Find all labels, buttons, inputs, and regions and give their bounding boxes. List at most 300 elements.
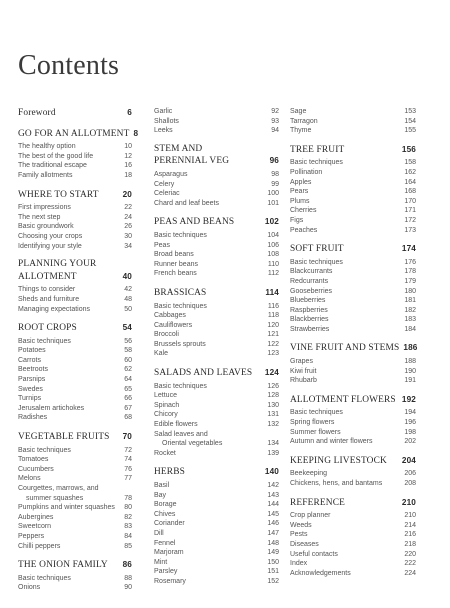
toc-entry[interactable] — [290, 306, 416, 316]
toc-entry-page: 72 — [124, 446, 132, 454]
toc-entry-label: Basic techniques — [290, 159, 343, 167]
toc-entry[interactable] — [18, 583, 132, 593]
toc-entry[interactable] — [154, 269, 279, 279]
toc-entry[interactable] — [154, 349, 279, 359]
toc-section — [154, 144, 279, 209]
toc-entry-label: Marjoram — [154, 549, 184, 557]
toc-entry-label: Blueberries — [290, 297, 326, 305]
toc-heading-label: THE ONION FAMILY — [18, 560, 108, 571]
toc-heading — [154, 144, 279, 156]
toc-entry[interactable] — [154, 241, 279, 251]
toc-entry-page: 68 — [124, 414, 132, 422]
toc-entry-page: 85 — [124, 542, 132, 550]
toc-entry[interactable] — [18, 385, 132, 395]
page-title: Contents — [18, 50, 120, 81]
toc-entry-label: Summer flowers — [290, 428, 341, 436]
toc-heading-label: GO FOR AN ALLOTMENT — [18, 128, 130, 139]
toc-heading — [290, 243, 416, 256]
toc-entry-page: 80 — [124, 504, 132, 512]
toc-entry-page: 194 — [404, 409, 416, 417]
toc-entry[interactable] — [290, 126, 416, 136]
toc-entry[interactable] — [18, 161, 132, 171]
toc-entry[interactable] — [154, 567, 279, 577]
toc-entry[interactable] — [154, 577, 279, 587]
toc-entry-page: 172 — [404, 216, 416, 224]
toc-entry-label: Blackcurrants — [290, 268, 333, 276]
toc-entry[interactable] — [290, 569, 416, 579]
toc-heading — [18, 259, 132, 271]
toc-heading-page: 102 — [264, 217, 279, 227]
toc-entry[interactable] — [18, 513, 132, 523]
toc-entry-page: 176 — [404, 258, 416, 266]
toc-entry[interactable] — [290, 511, 416, 521]
toc-entry-page: 65 — [124, 385, 132, 393]
toc-entry[interactable] — [290, 521, 416, 531]
toc-entry-page: 12 — [124, 152, 132, 160]
toc-heading — [18, 189, 132, 202]
toc-entry-page: 116 — [267, 302, 279, 310]
toc-entry[interactable] — [18, 522, 132, 532]
toc-heading-label: REFERENCE — [290, 497, 345, 508]
toc-section — [18, 128, 139, 181]
toc-entry-page: 180 — [404, 287, 416, 295]
toc-entry[interactable] — [18, 375, 132, 385]
toc-entry-page: 128 — [267, 392, 279, 400]
toc-heading-page: 186 — [403, 343, 418, 353]
toc-entry-page: 122 — [267, 340, 279, 348]
toc-heading — [18, 559, 132, 572]
toc-entry-page: 146 — [267, 520, 279, 528]
toc-entry[interactable] — [18, 222, 132, 232]
toc-entry-page: 147 — [267, 529, 279, 537]
toc-entry[interactable] — [18, 337, 132, 347]
toc-entry-label: Gooseberries — [290, 287, 333, 295]
toc-entry-page: 84 — [124, 532, 132, 540]
toc-entry-label: Peas — [154, 241, 170, 249]
toc-heading-page: 70 — [122, 432, 132, 442]
toc-entry-label: Acknowledgements — [290, 569, 351, 577]
toc-entry-label: Leeks — [154, 127, 173, 135]
toc-entry[interactable] — [290, 216, 416, 226]
toc-heading-label: Foreword — [18, 108, 56, 118]
toc-entry-page: 134 — [267, 440, 279, 448]
toc-section — [290, 107, 416, 136]
toc-entry-page: 164 — [404, 178, 416, 186]
toc-entry-label: The healthy option — [18, 143, 76, 151]
toc-entry-page: 110 — [267, 260, 279, 268]
toc-entry-label: Pears — [290, 188, 309, 196]
toc-section — [154, 466, 279, 586]
toc-entry[interactable] — [154, 439, 279, 449]
toc-entry[interactable] — [154, 449, 279, 459]
toc-entry[interactable] — [154, 401, 279, 411]
toc-entry[interactable] — [290, 178, 416, 188]
toc-entry-page: 132 — [267, 421, 279, 429]
toc-entry-page: 131 — [267, 411, 279, 419]
toc-entry-label: Pollination — [290, 168, 323, 176]
toc-entry-label: Grapes — [290, 358, 313, 366]
toc-entry[interactable] — [290, 418, 416, 428]
toc-entry-label: Runner beans — [154, 260, 198, 268]
toc-entry[interactable] — [18, 142, 132, 152]
toc-heading-page: 54 — [122, 323, 132, 333]
toc-entry-label: summer squashes — [26, 494, 84, 502]
toc-entry[interactable] — [290, 479, 416, 489]
toc-entry-label: Cauliflowers — [154, 321, 193, 329]
toc-entry-page: 100 — [267, 190, 279, 198]
toc-entry-page: 214 — [404, 521, 416, 529]
toc-entry[interactable] — [18, 356, 132, 366]
toc-entry[interactable] — [18, 446, 132, 456]
toc-entry-label: Spinach — [154, 401, 180, 409]
toc-entry[interactable] — [290, 315, 416, 325]
toc-entry-page: 120 — [267, 321, 279, 329]
toc-entry[interactable] — [18, 171, 132, 181]
toc-entry[interactable] — [154, 189, 279, 199]
toc-entry[interactable] — [154, 558, 279, 568]
toc-heading-page: 140 — [264, 467, 279, 477]
toc-entry-label: Bay — [154, 491, 167, 499]
toc-entry-page: 82 — [124, 513, 132, 521]
toc-entry-label: Blackberries — [290, 316, 329, 324]
toc-entry[interactable] — [18, 404, 132, 414]
toc-entry-label: Rosemary — [154, 577, 186, 585]
toc-entry-label: Onions — [18, 584, 41, 592]
toc-entry[interactable] — [154, 481, 279, 491]
toc-entry-label: Index — [290, 560, 308, 568]
toc-entry-label: Turnips — [18, 395, 42, 403]
toc-section — [18, 259, 132, 314]
toc-heading-page: 96 — [269, 156, 279, 166]
toc-entry-page: 10 — [124, 143, 132, 151]
toc-entry-label: The best of the good life — [18, 152, 94, 160]
toc-entry-page: 188 — [404, 358, 416, 366]
toc-column-3 — [290, 107, 416, 578]
toc-entry[interactable] — [290, 226, 416, 236]
toc-entry[interactable] — [154, 117, 279, 127]
toc-column-1 — [18, 107, 139, 593]
toc-entry-page: 158 — [404, 159, 416, 167]
toc-entry-label: Beekeeping — [290, 470, 327, 478]
toc-entry[interactable] — [154, 410, 279, 420]
toc-section — [18, 107, 132, 120]
toc-entry-label: Pests — [290, 531, 308, 539]
toc-section — [154, 367, 279, 458]
toc-entry[interactable] — [290, 206, 416, 216]
toc-entry-page: 78 — [124, 494, 132, 502]
toc-entry[interactable] — [290, 325, 416, 335]
toc-entry-page: 196 — [404, 419, 416, 427]
toc-heading — [18, 431, 132, 444]
toc-entry[interactable] — [18, 203, 132, 213]
toc-entry[interactable] — [154, 107, 279, 117]
toc-entry[interactable] — [154, 529, 279, 539]
toc-heading-label: KEEPING LIVESTOCK — [290, 455, 387, 466]
toc-entry-label: First impressions — [18, 204, 71, 212]
toc-entry-label: Melons — [18, 475, 41, 483]
toc-entry[interactable] — [290, 158, 416, 168]
toc-entry-page: 58 — [124, 347, 132, 355]
toc-entry[interactable] — [18, 542, 132, 552]
toc-heading-page: 20 — [122, 189, 132, 199]
toc-entry-label: Chard and leaf beets — [154, 199, 219, 207]
toc-entry[interactable] — [290, 550, 416, 560]
toc-heading-label: WHERE TO START — [18, 189, 99, 200]
toc-entry-label: Broccoli — [154, 331, 179, 339]
toc-entry[interactable] — [290, 540, 416, 550]
toc-entry[interactable] — [154, 330, 279, 340]
toc-entry-label: Basic groundwork — [18, 223, 74, 231]
toc-entry[interactable] — [154, 311, 279, 321]
toc-entry-page: 101 — [267, 199, 279, 207]
toc-entry-page: 139 — [267, 449, 279, 457]
toc-entry[interactable] — [18, 295, 132, 305]
toc-entry[interactable] — [18, 152, 132, 162]
toc-entry-label: Managing expectations — [18, 305, 90, 313]
toc-entry[interactable] — [154, 170, 279, 180]
toc-entry[interactable] — [290, 277, 416, 287]
toc-entry-label: Chickens, hens, and bantams — [290, 480, 383, 487]
toc-heading — [290, 144, 416, 157]
toc-entry[interactable] — [154, 250, 279, 260]
toc-entry[interactable] — [290, 376, 416, 386]
toc-entry-label: Tomatoes — [18, 456, 49, 464]
toc-entry[interactable] — [290, 367, 416, 377]
toc-entry-page: 98 — [271, 170, 279, 178]
toc-entry-label: Garlic — [154, 108, 173, 115]
toc-entry-page: 99 — [271, 180, 279, 188]
toc-entry-label: Sage — [290, 108, 307, 115]
toc-heading — [18, 271, 132, 284]
toc-entry-page: 64 — [124, 376, 132, 384]
toc-heading — [18, 322, 132, 335]
toc-entry[interactable] — [290, 168, 416, 178]
toc-entry-page: 30 — [124, 232, 132, 240]
toc-entry-label: Oriental vegetables — [162, 440, 223, 448]
toc-entry-label: Identifying your style — [18, 242, 82, 250]
toc-heading-page: 210 — [401, 497, 416, 507]
toc-entry[interactable] — [18, 474, 132, 484]
toc-entry-label: Kiwi fruit — [290, 367, 317, 375]
toc-entry-page: 184 — [404, 325, 416, 333]
toc-entry-label: Basic techniques — [154, 382, 207, 390]
toc-entry[interactable] — [290, 107, 416, 117]
toc-entry[interactable] — [154, 548, 279, 558]
toc-entry-page: 149 — [267, 549, 279, 557]
toc-entry[interactable] — [18, 365, 132, 375]
toc-section — [290, 144, 416, 235]
toc-entry[interactable] — [18, 494, 132, 504]
toc-entry[interactable] — [290, 187, 416, 197]
toc-entry-page: 67 — [124, 404, 132, 412]
toc-entry-page: 76 — [124, 465, 132, 473]
toc-heading-label: PERENNIAL VEG — [154, 156, 230, 167]
toc-entry-label: Basic techniques — [154, 231, 207, 239]
toc-entry-label: Lettuce — [154, 392, 177, 400]
toc-heading-label: VINE FRUIT AND STEMS — [290, 343, 400, 354]
toc-entry[interactable] — [154, 199, 279, 209]
toc-heading-label: HERBS — [154, 467, 185, 478]
toc-entry-label: Chilli peppers — [18, 542, 61, 550]
toc-entry-label: Spring flowers — [290, 419, 335, 427]
toc-entry-page: 173 — [404, 226, 416, 234]
toc-entry-page: 154 — [404, 117, 416, 125]
toc-heading-label: ALLOTMENT FLOWERS — [290, 394, 396, 405]
toc-entry-label: Sheds and furniture — [18, 295, 80, 303]
toc-entry-label: Basic techniques — [290, 409, 343, 417]
toc-entry-page: 206 — [404, 470, 416, 478]
toc-entry-page: 123 — [267, 350, 279, 358]
toc-entry-label: Redcurrants — [290, 277, 329, 285]
toc-entry-page: 170 — [404, 197, 416, 205]
toc-entry-label: Strawberries — [290, 325, 330, 333]
toc-entry[interactable] — [290, 408, 416, 418]
toc-entry[interactable] — [154, 180, 279, 190]
toc-entry[interactable] — [290, 296, 416, 306]
toc-entry-page: 190 — [404, 367, 416, 375]
toc-entry-page: 26 — [124, 223, 132, 231]
toc-entry-page: 92 — [271, 108, 279, 115]
toc-entry-page: 93 — [271, 117, 279, 125]
toc-entry-label: Rocket — [154, 449, 176, 457]
toc-entry[interactable] — [18, 213, 132, 223]
toc-entry[interactable] — [154, 231, 279, 241]
toc-entry[interactable] — [290, 437, 416, 447]
toc-entry[interactable] — [154, 260, 279, 270]
toc-heading-label: TREE FRUIT — [290, 144, 345, 155]
toc-section — [290, 342, 416, 385]
toc-entry[interactable] — [290, 530, 416, 540]
toc-section — [18, 189, 132, 252]
toc-column-2 — [154, 107, 279, 587]
toc-entry[interactable] — [154, 382, 279, 392]
toc-entry-label: Basil — [154, 482, 170, 489]
toc-entry-page: 66 — [124, 395, 132, 403]
toc-heading — [154, 216, 279, 229]
toc-entry[interactable] — [154, 302, 279, 312]
toc-heading — [154, 287, 279, 300]
toc-entry[interactable] — [154, 510, 279, 520]
toc-entry-page: 22 — [124, 204, 132, 212]
toc-heading-label: VEGETABLE FRUITS — [18, 432, 110, 443]
toc-entry[interactable] — [18, 455, 132, 465]
toc-entry[interactable] — [290, 258, 416, 268]
toc-entry[interactable] — [18, 484, 132, 494]
toc-entry[interactable] — [290, 267, 416, 277]
toc-entry[interactable] — [154, 340, 279, 350]
toc-entry-page: 179 — [404, 277, 416, 285]
toc-entry[interactable] — [18, 465, 132, 475]
toc-entry-page: 152 — [267, 577, 279, 585]
toc-entry-page: 218 — [404, 540, 416, 548]
toc-entry[interactable] — [154, 126, 279, 136]
toc-entry-label: Thyme — [290, 127, 312, 135]
toc-entry-page: 88 — [124, 574, 132, 582]
toc-entry-label: The traditional escape — [18, 162, 87, 170]
toc-entry[interactable] — [290, 469, 416, 479]
toc-entry-page: 60 — [124, 356, 132, 364]
toc-entry-page: 130 — [267, 401, 279, 409]
toc-entry-page: 162 — [404, 168, 416, 176]
toc-heading — [290, 394, 416, 407]
toc-entry-page: 112 — [267, 270, 279, 278]
toc-entry-page: 118 — [267, 312, 279, 320]
toc-entry-page: 155 — [404, 127, 416, 135]
toc-entry[interactable] — [290, 559, 416, 569]
toc-entry[interactable] — [18, 394, 132, 404]
toc-entry[interactable] — [154, 391, 279, 401]
toc-entry[interactable] — [154, 321, 279, 331]
toc-entry-label: Broad beans — [154, 251, 194, 259]
toc-entry[interactable] — [290, 197, 416, 207]
toc-entry-label: Edible flowers — [154, 421, 198, 429]
toc-entry-label: Peppers — [18, 532, 45, 540]
toc-heading — [18, 107, 132, 120]
toc-entry[interactable] — [18, 532, 132, 542]
toc-entry-page: 24 — [124, 213, 132, 221]
toc-heading — [290, 455, 416, 468]
toc-entry-label: Tarragon — [290, 117, 318, 125]
toc-entry[interactable] — [154, 491, 279, 501]
toc-heading-page: 156 — [401, 144, 416, 154]
toc-entry-page: 220 — [404, 550, 416, 558]
toc-entry[interactable] — [18, 285, 132, 295]
toc-entry-page: 171 — [404, 207, 416, 215]
toc-heading — [18, 128, 139, 141]
toc-entry-page: 191 — [404, 377, 416, 385]
toc-entry-page: 182 — [404, 306, 416, 314]
toc-entry[interactable] — [290, 428, 416, 438]
toc-entry-page: 178 — [404, 268, 416, 276]
toc-heading-page: 192 — [401, 394, 416, 404]
toc-entry[interactable] — [154, 519, 279, 529]
toc-entry-label: Parsley — [154, 568, 178, 576]
toc-heading-label: PLANNING YOUR — [18, 259, 97, 270]
toc-entry[interactable] — [18, 242, 132, 252]
toc-entry-label: Asparagus — [154, 170, 188, 178]
toc-entry-page: 153 — [404, 108, 416, 115]
toc-entry[interactable] — [18, 413, 132, 423]
toc-entry[interactable] — [290, 287, 416, 297]
toc-entry[interactable] — [18, 232, 132, 242]
toc-entry[interactable] — [290, 117, 416, 127]
toc-entry-page: 144 — [267, 501, 279, 509]
toc-section — [290, 394, 416, 447]
toc-entry-label: Things to consider — [18, 286, 76, 294]
toc-entry[interactable] — [290, 357, 416, 367]
toc-entry-page: 94 — [271, 127, 279, 135]
toc-entry-label: Salad leaves and — [154, 430, 208, 438]
toc-entry[interactable] — [18, 574, 132, 584]
toc-heading-page: 86 — [122, 560, 132, 570]
toc-section — [18, 559, 132, 593]
toc-entry[interactable] — [18, 346, 132, 356]
toc-entry[interactable] — [18, 503, 132, 513]
toc-entry-label: Jerusalem artichokes — [18, 404, 85, 412]
toc-entry-page: 34 — [124, 242, 132, 250]
toc-entry-label: Coriander — [154, 520, 185, 528]
toc-entry-page: 183 — [404, 316, 416, 324]
toc-entry[interactable] — [154, 420, 279, 430]
toc-entry[interactable] — [18, 305, 132, 315]
toc-entry-page: 210 — [404, 512, 416, 520]
toc-entry[interactable] — [154, 500, 279, 510]
toc-entry-label: Pumpkins and winter squashes — [18, 504, 115, 512]
toc-entry-page: 77 — [124, 475, 132, 483]
toc-entry[interactable] — [154, 539, 279, 549]
toc-entry[interactable] — [154, 430, 279, 440]
toc-entry-label: Sweetcorn — [18, 523, 52, 531]
